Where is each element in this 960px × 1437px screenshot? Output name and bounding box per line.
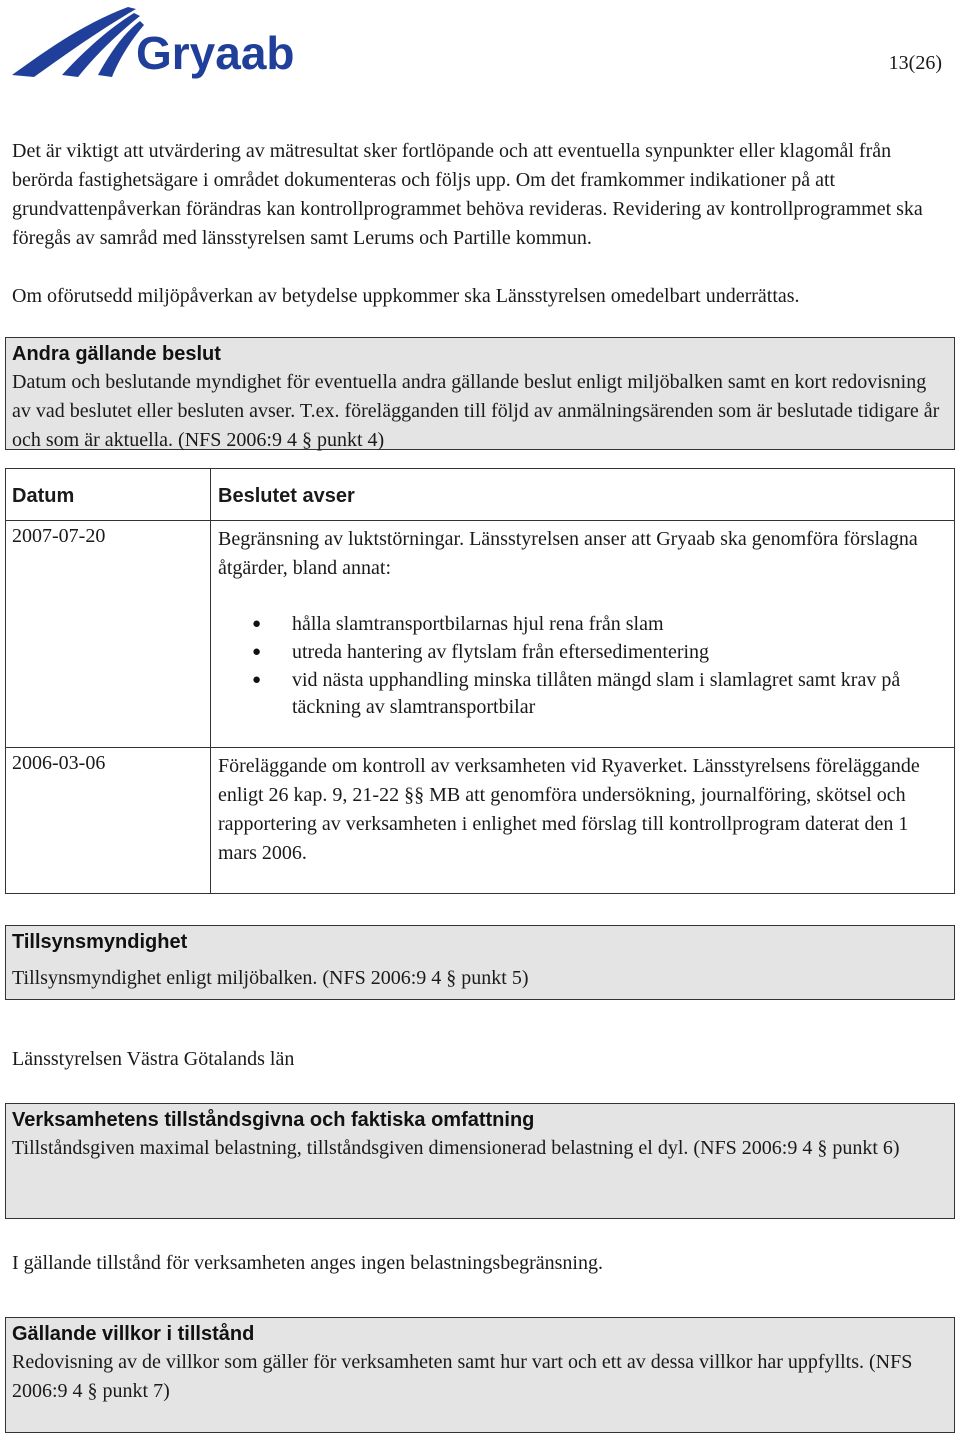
decisions-table <box>5 468 955 894</box>
page-header <box>0 0 960 90</box>
decision-text: Begränsning av luktstörningar. Länsstyrelsen anser att Gryaab ska genomföra förslagna åtgärder, bland annat: <box>218 528 918 579</box>
column-header-date: Datum <box>12 485 75 507</box>
intro-paragraph: Det är viktigt att utvärdering av mätresultat sker fortlöpande och att eventuella synpunkter eller klagomål från berörda fastighetsägare i området dokumenteras och följs upp. Om det framkommer indikationer på att grundvattenpåverkan förändras kan kontrollprogrammet behöva revideras. Revidering av kontrollprogrammet ska föregås av samråd med länsstyrelsen samt Lerums och Partille kommun. <box>12 140 923 249</box>
permitted-scope-heading: Verksamhetens tillståndsgivna och faktiska omfattning <box>12 1109 535 1131</box>
decision-bullet-list <box>252 611 942 722</box>
header-row-divider <box>6 520 954 521</box>
other-decisions-box <box>5 337 955 450</box>
conditions-text: Redovisning av de villkor som gäller för verksamheten samt hur vart och ett av dessa villkor har uppfyllts. (NFS 2006:9 4 § punkt 7) <box>12 1351 913 1402</box>
supervisory-text: Tillsynsmyndighet enligt miljöbalken. (NFS 2006:9 4 § punkt 5) <box>12 967 529 989</box>
decision-date: 2006-03-06 <box>12 752 106 774</box>
permitted-scope-text: Tillståndsgiven maximal belastning, tillståndsgiven dimensionerad belastning el dyl. (NFS 2006:9 4 § punkt 6) <box>12 1137 900 1159</box>
column-divider <box>210 469 211 893</box>
decision-text: Föreläggande om kontroll av verksamheten vid Ryaverket. Länsstyrelsens föreläggande enligt 26 kap. 9, 21-22 §§ MB att genomföra undersökning, journalföring, skötsel och rapportering av verksamheten i enlighet med förslag till kontrollprogram daterat den 1 mars 2006. <box>218 755 920 864</box>
page-number: 13(26) <box>888 52 942 74</box>
list-item: ● vid nästa upphandling minska tillåten mängd slam i slamlagret samt krav på täckning av slamtransportbilar <box>252 667 942 721</box>
column-header-subject: Beslutet avser <box>218 485 355 507</box>
supervisory-heading: Tillsynsmyndighet <box>12 931 188 953</box>
supervisory-answer: Länsstyrelsen Västra Götalands län <box>12 1048 295 1070</box>
logo-wordmark: Gryaab <box>136 27 295 79</box>
permitted-scope-answer: I gällande tillstånd för verksamheten anges ingen belastningsbegränsning. <box>12 1252 603 1274</box>
conditions-box <box>5 1317 955 1433</box>
supervisory-box <box>5 925 955 1000</box>
row-divider <box>6 747 954 748</box>
other-decisions-heading: Andra gällande beslut <box>12 343 221 365</box>
other-decisions-text: Datum och beslutande myndighet för eventuella andra gällande beslut enligt miljöbalken samt en kort redovisning av vad beslutet eller besluten avser. T.ex. förelägganden till följd av anmälningsärenden som är beslutade tidigare år och som är aktuella. (NFS 2006:9 4 § punkt 4) <box>12 371 940 451</box>
conditions-heading: Gällande villkor i tillstånd <box>12 1323 255 1345</box>
decision-date: 2007-07-20 <box>12 525 106 547</box>
gryaab-logo <box>10 3 310 79</box>
notification-paragraph: Om oförutsedd miljöpåverkan av betydelse uppkommer ska Länsstyrelsen omedelbart underrättas. <box>12 285 800 307</box>
permitted-scope-box <box>5 1103 955 1219</box>
list-item: ● utreda hantering av flytslam från eftersedimentering <box>252 639 942 666</box>
list-item: ● hålla slamtransportbilarnas hjul rena från slam <box>252 611 942 638</box>
